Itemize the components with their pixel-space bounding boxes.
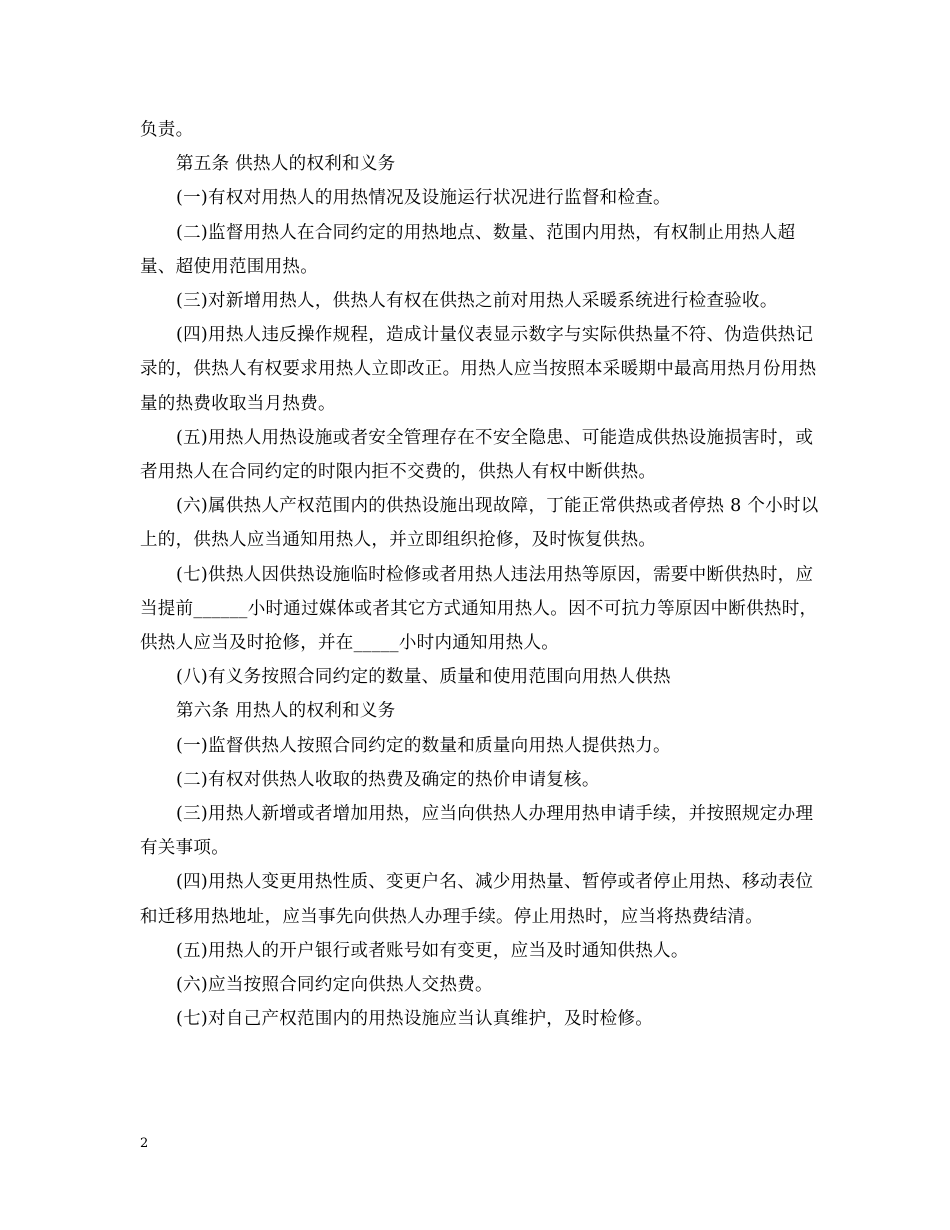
paragraph: (三)用热人新增或者增加用热，应当向供热人办理用热申请手续，并按照规定办理有关事项。 (140, 804, 814, 859)
paragraph: (六)属供热人产权范围内的供热设施出现故障，丁能正常供热或者停热 8 个小时以上的，供热人应当通知用热人，并立即组织抢修，及时恢复供热。 (140, 496, 819, 551)
paragraph: (五)用热人用热设施或者安全管理存在不安全隐患、可能造成供热设施损害时，或者用热人在合同约定的时限内拒不交费的，供热人有权中断供热。 (140, 427, 814, 483)
paragraph: (八)有义务按照合同约定的数量、质量和使用范围向用热人供热 (176, 667, 671, 688)
paragraph: 负责。 (140, 120, 194, 140)
document-body (140, 113, 830, 1036)
paragraph: (七)供热人因供热设施临时检修或者用热人违法用热等原因，需要中断供热时，应当提前______小时通过媒体或者其它方式通知用热人。因不可抗力等原因中断供热时，供热人应当及时抢修，并在_____小时内通知用热人。 (140, 564, 818, 654)
paragraph: (二)监督用热人在合同约定的用热地点、数量、范围内用热，有权制止用热人超量、超使用范围用热。 (140, 222, 796, 277)
paragraph: (一)监督供热人按照合同约定的数量和质量向用热人提供热力。 (176, 735, 671, 756)
page-number: 2 (140, 1136, 149, 1151)
paragraph: (一)有权对用热人的用热情况及设施运行状况进行监督和检查。 (176, 188, 671, 209)
paragraph: (三)对新增用热人，供热人有权在供热之前对用热人采暖系统进行检查验收。 (176, 291, 778, 312)
paragraph: (四)用热人变更用热性质、变更户名、减少用热量、暂停或者停止用热、移动表位和迁移用热地址，应当事先向供热人办理手续。停止用热时，应当将热费结清。 (140, 872, 814, 927)
article-heading: 第六条 用热人的权利和义务 (176, 701, 396, 722)
article-heading: 第五条 供热人的权利和义务 (176, 154, 396, 175)
paragraph: (六)应当按照合同约定向供热人交热费。 (176, 975, 493, 996)
paragraph: (七)对自己产权范围内的用热设施应当认真维护，及时检修。 (176, 1009, 654, 1030)
paragraph: (五)用热人的开户银行或者账号如有变更，应当及时通知供热人。 (176, 940, 689, 961)
paragraph: (二)有权对供热人收取的热费及确定的热价申请复核。 (176, 769, 600, 790)
paragraph: (四)用热人违反操作规程，造成计量仪表显示数字与实际供热量不符、伪造供热记录的，供热人有权要求用热人立即改正。用热人应当按照本采暖期中最高用热月份用热量的热费收取当月热费。 (140, 325, 817, 414)
